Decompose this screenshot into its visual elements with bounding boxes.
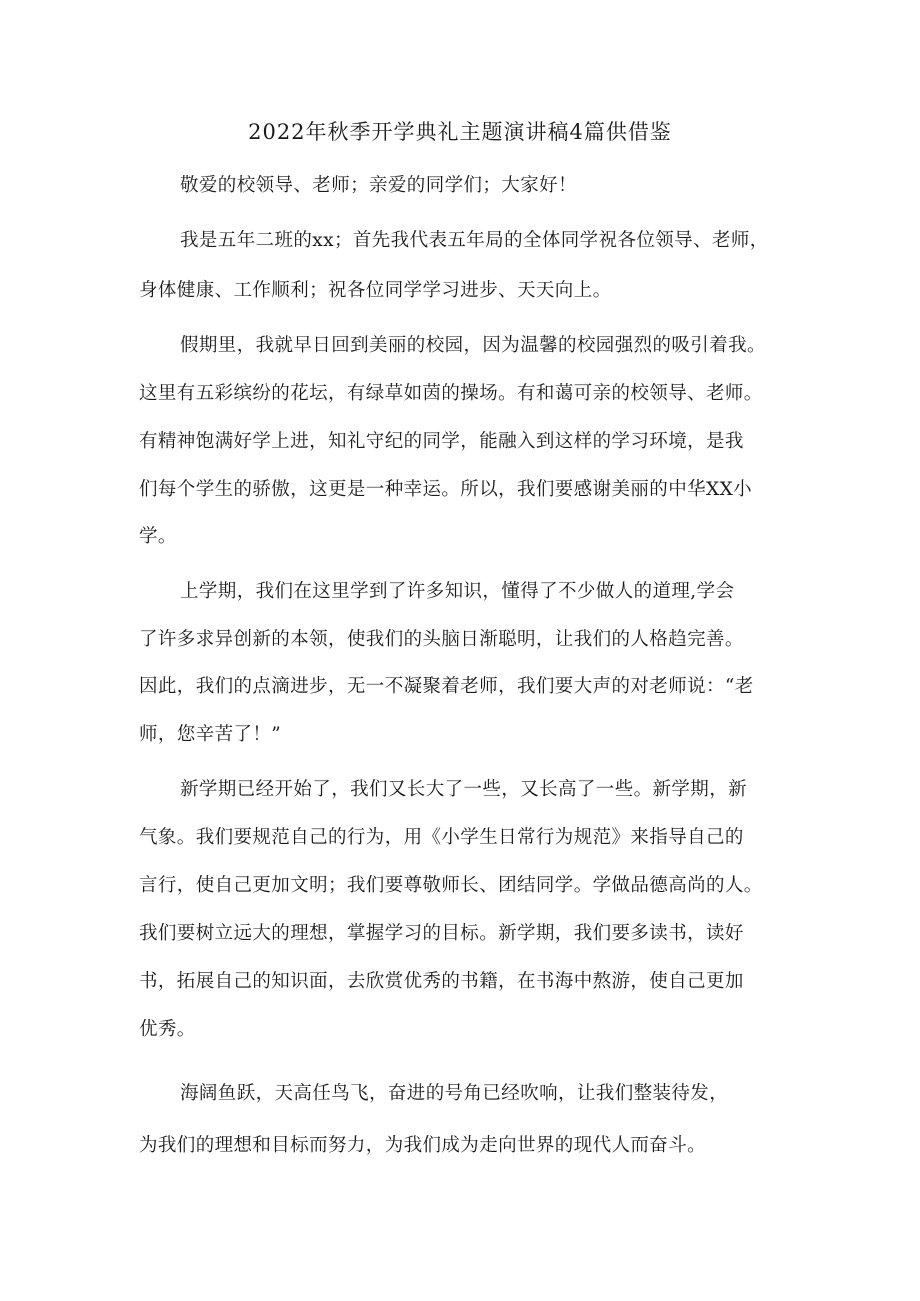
text-line: 因此，我们的点滴进步，无一不凝聚着老师，我们要大声的对老师说：“老: [139, 676, 754, 697]
text-line: 为我们的理想和目标而努力，为我们成为走向世界的现代人而奋斗。: [139, 1135, 707, 1156]
text-line: 们每个学生的骄傲，这更是一种幸运。所以，我们要感谢美丽的中华XX小: [139, 479, 753, 500]
text-line: 有精神饱满好学上进，知礼守纪的同学，能融入到这样的学习环境，是我: [139, 431, 744, 452]
text-line: 假期里，我就早日回到美丽的校园，因为温馨的校园强烈的吸引着我。: [180, 335, 766, 356]
text-line: 身体健康、工作顺利；祝各位同学学习进步、天天向上。: [139, 280, 612, 301]
text-line: 学。: [139, 526, 177, 547]
text-line: 敬爱的校领导、老师；亲爱的同学们；大家好！: [180, 175, 577, 196]
text-line: 上学期，我们在这里学到了许多知识，懂得了不少做人的道理,学会: [180, 581, 735, 602]
text-line: 新学期已经开始了，我们又长大了一些，又长高了一些。新学期，新: [180, 779, 748, 800]
text-line: 气象。我们要规范自己的行为，用《小学生日常行为规范》来指导自己的: [139, 827, 744, 848]
text-line: 书，拓展自己的知识面，去欣赏优秀的书籍，在书海中熬游，使自己更加: [139, 971, 744, 992]
text-line: 这里有五彩缤纷的花坛，有绿草如茵的操场。有和蔼可亲的校领导、老师。: [139, 383, 763, 404]
text-line: 海阔鱼跃，天高任鸟飞，奋进的号角已经吹响，让我们整装待发，: [180, 1083, 729, 1104]
text-line: 我是五年二班的xx；首先我代表五年局的全体同学祝各位领导、老师，: [180, 230, 769, 251]
text-line: 了许多求异创新的本领，使我们的头脑日渐聪明，让我们的人格趋完善。: [139, 629, 744, 650]
text-line: 我们要树立远大的理想，掌握学习的目标。新学期，我们要多读书，读好: [139, 923, 744, 944]
text-line: 优秀。: [139, 1019, 196, 1040]
document-title: 2022年秋季开学典礼主题演讲稿4篇供借鉴: [248, 120, 672, 144]
text-line: 言行，使自己更加文明；我们要尊敬师长、团结同学。学做品德高尚的人。: [139, 875, 763, 896]
text-line: 师，您辛苦了！”: [139, 724, 282, 745]
